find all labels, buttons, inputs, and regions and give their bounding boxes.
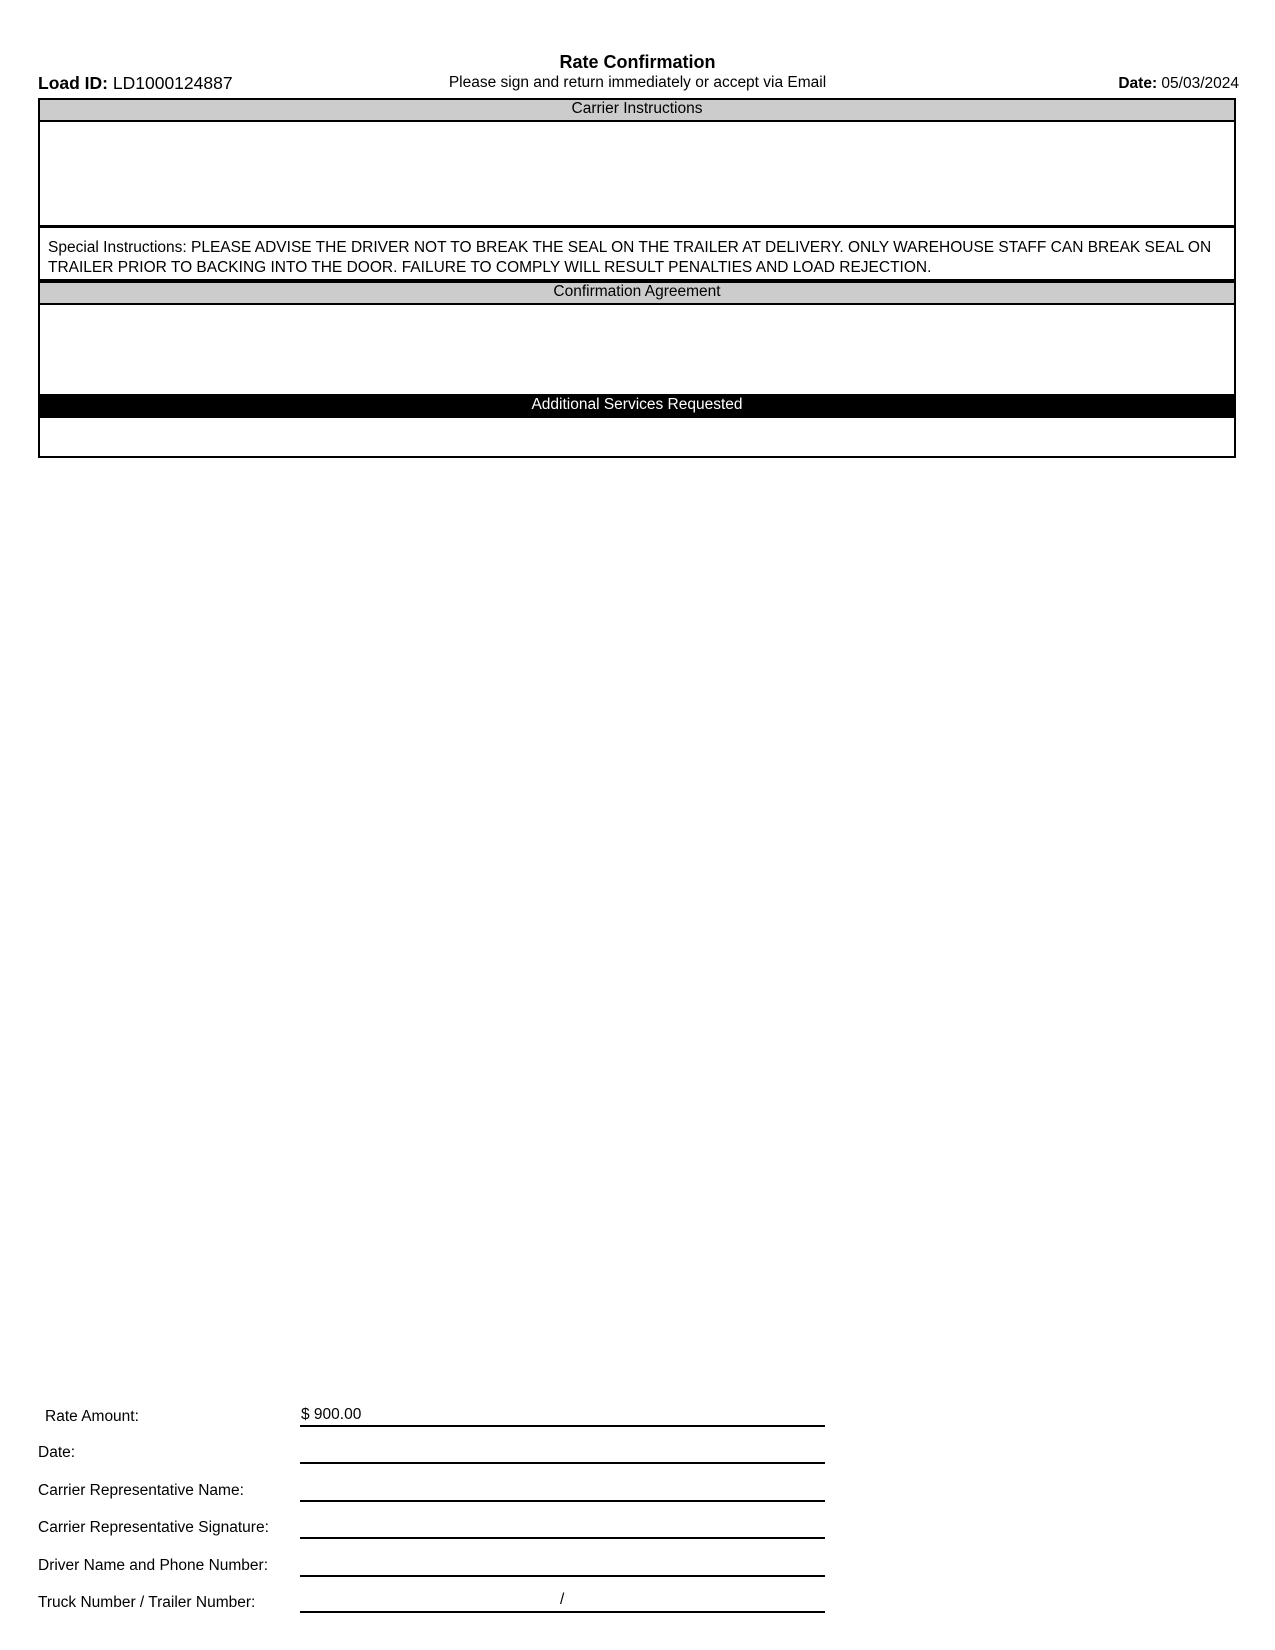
driver-line[interactable] <box>300 1575 825 1577</box>
truck-trailer-label: Truck Number / Trailer Number: <box>38 1594 256 1611</box>
carrier-instructions-body <box>38 122 1236 226</box>
confirmation-agreement-body <box>38 305 1236 394</box>
date-value: 05/03/2024 <box>1161 75 1239 92</box>
rate-amount-value: $ 900.00 <box>301 1406 362 1423</box>
load-id-label: Load ID: <box>38 73 108 93</box>
rep-name-label: Carrier Representative Name: <box>38 1482 244 1499</box>
additional-services-body <box>38 418 1236 458</box>
rep-name-line[interactable] <box>300 1500 825 1502</box>
document-subtitle: Please sign and return immediately or accept via Email <box>448 74 827 91</box>
date-signature-label: Date: <box>38 1444 76 1461</box>
load-id-value: LD1000124887 <box>112 73 233 93</box>
truck-trailer-line[interactable] <box>300 1611 825 1613</box>
rate-amount-line <box>300 1425 825 1427</box>
rate-amount-label: Rate Amount: <box>45 1408 139 1425</box>
carrier-instructions-header: Carrier Instructions <box>38 98 1236 122</box>
document-date <box>1118 74 1239 94</box>
rep-signature-label: Carrier Representative Signature: <box>38 1519 269 1536</box>
truck-trailer-separator: / <box>560 1591 565 1608</box>
confirmation-agreement-header: Confirmation Agreement <box>38 281 1236 305</box>
load-id <box>38 72 233 94</box>
driver-label: Driver Name and Phone Number: <box>38 1557 269 1574</box>
rep-signature-line[interactable] <box>300 1537 825 1539</box>
additional-services-header: Additional Services Requested <box>38 394 1236 418</box>
date-signature-line[interactable] <box>300 1462 825 1464</box>
date-label: Date: <box>1118 75 1158 92</box>
document-title: Rate Confirmation <box>559 52 716 72</box>
special-instructions: Special Instructions: PLEASE ADVISE THE DRIVER NOT TO BREAK THE SEAL ON THE TRAILER AT DELIVERY. ONLY WAREHOUSE STAFF CAN BREAK SEAL ON TRAILER PRIOR TO BACKING INTO THE DOOR. FAILURE TO COMPLY WILL RESULT PENALTIES AND LOAD REJECTION. <box>38 225 1236 282</box>
